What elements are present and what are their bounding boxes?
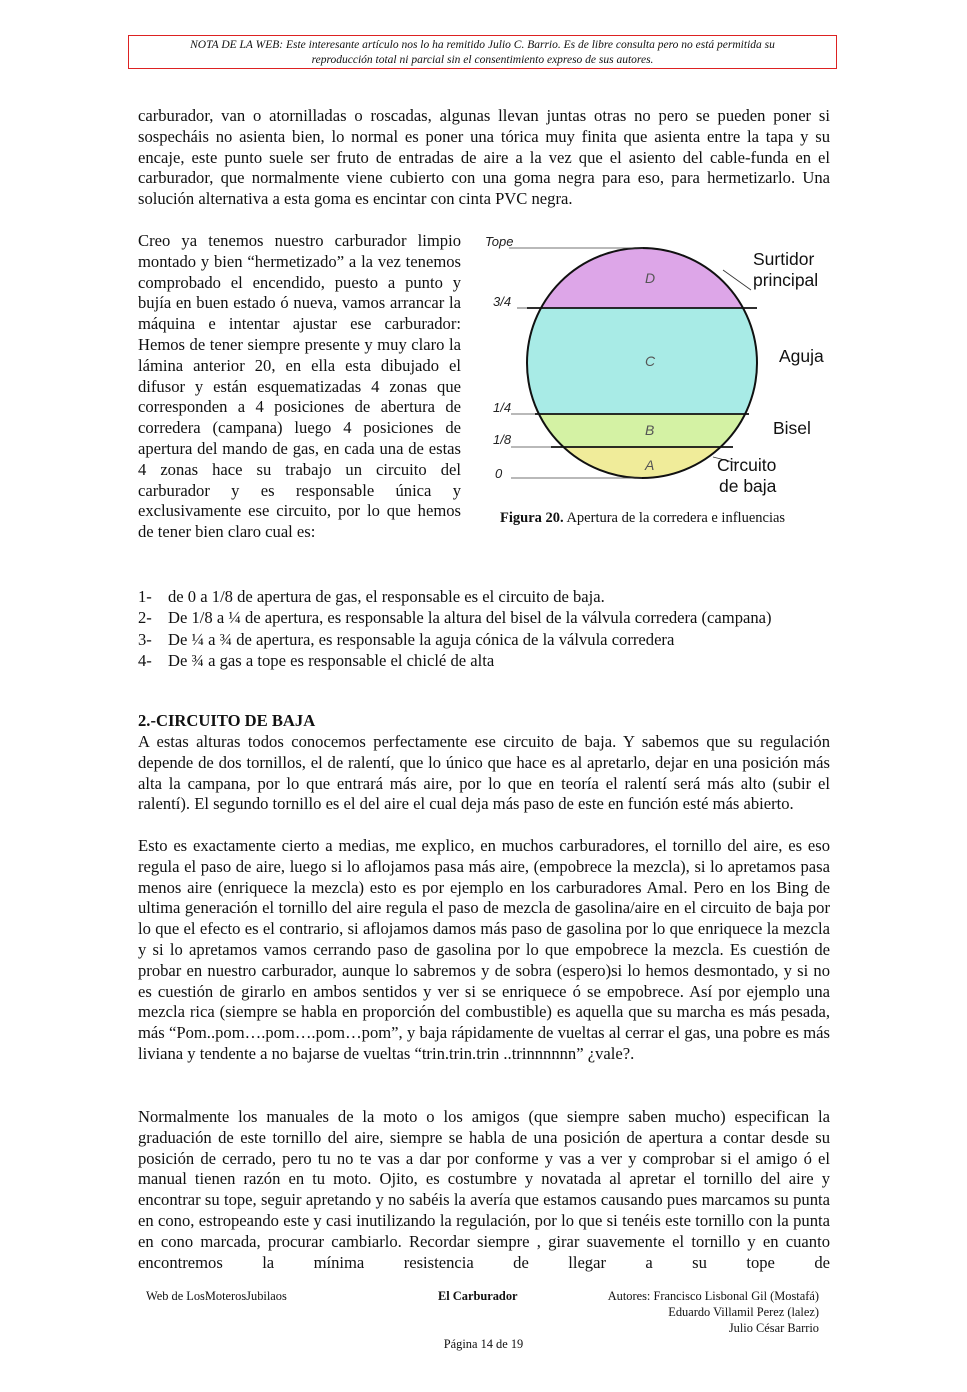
web-notice-box (128, 35, 837, 69)
zone-a-label: A (645, 457, 655, 473)
web-notice-line2: reproducción total ni parcial sin el consentimiento expreso de sus autores. (311, 54, 654, 66)
throttle-positions-list (138, 586, 772, 671)
tick-three-quarters: 3/4 (493, 294, 512, 309)
tick-eighth: 1/8 (493, 432, 512, 447)
list-item-number: 4- (138, 650, 152, 670)
list-item (138, 629, 772, 650)
list-item-number: 1- (138, 587, 152, 606)
list-item (138, 650, 772, 671)
footer-author-2: Eduardo Villamil Perez (lalez) (668, 1305, 819, 1319)
zone-d-fill (523, 243, 763, 308)
footer-authors (608, 1288, 819, 1336)
list-item (138, 607, 772, 628)
list-item-number: 2- (138, 608, 152, 628)
label-circuito-line2: de baja (719, 476, 777, 496)
zone-c-fill (523, 308, 763, 414)
tick-quarter: 1/4 (493, 400, 512, 415)
figure-caption-number: Figura 20. (500, 510, 564, 526)
label-aguja: Aguja (779, 346, 824, 366)
label-surtidor-line2: principal (753, 270, 819, 290)
figure-throttle-diagram (483, 228, 833, 498)
zone-d-label: D (645, 270, 656, 286)
paragraph-air-screw: Esto es exactamente cierto a medias, me explico, en muchos carburadores, el tornillo del aire, es eso regula el paso de aire, luego si lo aflojamos pasa más aire, (empobrece la mezcla), si lo apretamos pasa menos aire (enriquece la mezcla) esto es por ejemplo en los carburadores Amal. Pero en los Bing de ultima generación el tornillo del aire regula el paso de mezcla de gasolina/aire en el circuito de baja por lo que el efecto es el contrario, si aflojamos damos más paso de gasolina por lo que enriquece la mezcla y si lo apretamos vamos cerrando paso de gasolina por lo que empobrece la mezcla. Es cuestión de probar en nuestro carburador, aunque lo sabremos y de sobra (espero)si lo hemos desmontado, y si no es cuestión de girarlo en ambos sentidos y ver si se enriquece ó se empobrece. Así por ejemplo una mezcla rica (siempre se habla en proporción del combustible) es aquella que su marcha es más pesada, más “Pom..pom….pom….pom…pom”, y baja rápidamente de vueltas al cerrar el gas, una pobre es más liviana y tendente a no bajarse de vueltas “trin.trin.trin ..trinnnnnn” ¿vale?. (138, 836, 830, 1063)
figure-caption-text: Apertura de la corredera e influencias (563, 510, 786, 526)
tick-zero: 0 (495, 466, 503, 481)
label-bisel: Bisel (773, 418, 811, 438)
web-notice-line1: NOTA DE LA WEB: Este interesante artículo nos lo ha remitido Julio C. Barrio. Es de libre consulta pero no está permitida su (190, 39, 775, 51)
label-circuito-line1: Circuito (717, 455, 777, 475)
list-item-number: 3- (138, 629, 152, 649)
throttle-zones-svg (483, 228, 833, 498)
figure-caption (500, 509, 785, 527)
footer-author-1: Autores: Francisco Lisbonal Gil (Mostafá) (607, 1289, 819, 1303)
tick-tope: Tope (485, 234, 514, 249)
zone-b-label: B (645, 422, 655, 438)
paragraph-carburetor-setup: Creo ya tenemos nuestro carburador limpio montado y bien “hermetizado” a la vez tenemos comprobado el encendido, puesto a punto y bujía en buen estado ó nueva, vamos arrancar la máquina e intentar ajustar ese carburador: Hemos de tener siempre presente y muy claro la lámina anterior 20, en ella esta dibujado el difusor y están esquematizadas 4 zonas que corresponden a 4 posiciones de abertura de corredera (campana) luego 4 posiciones de apertura del mando de gas, en cada una de estas 4 zonas hace su trabajo un circuito del carburador y es responsable única y exclusivamente ese circuito, por lo que hemos de tener bien claro cual es: (138, 231, 461, 542)
footer-author-3: Julio César Barrio (728, 1321, 819, 1335)
footer-title: El Carburador (438, 1289, 518, 1303)
list-item-text: de 0 a 1/8 de apertura de gas, el responsable es el circuito de baja. (168, 587, 605, 606)
list-item-text: De 1/8 a ¼ de apertura, es responsable la altura del bisel de la válvula corredera (campana) (168, 608, 772, 628)
paragraph-intro: carburador, van o atornilladas o roscadas, algunas llevan juntas otras no pero se pueden poner si sospecháis no asienta bien, lo normal es poner una tórica muy finita que asienta entre la tapa y su encaje, este punto suele ser fruto de entradas de aire a la vez que el asiento del cable-funda en el carburador, que normalmente viene cubierto con una goma negra para eso, para hermetizarlo. Una solución alternativa a esta goma es encintar con cinta PVC negra. (138, 106, 830, 209)
list-item-text: De ¾ a gas a tope es responsable el chiclé de alta (168, 650, 495, 670)
paragraph-manual-advice: Normalmente los manuales de la moto o los amigos (que siempre saben mucho) especifican la graduación de este tornillo del aire, siempre se habla de una posición de apertura a contar desde su posición de cerrado, pero tu no te vas a dar por conforme y vas a ver y comprobar si el amigo ó el manual tienen razón en tu moto. Ojito, es costumbre y novatada al apretar el tornillo del aire y encontrar su tope, seguir apretando y no sabéis la avería que estamos causando pues marcamos su punta en cono, estropeando este y casi inutilizando la regulación, por lo que si tenéis este tornillo con la punta en cono marcada, procurar cambiarlo. Recordar siempre , girar suavemente el tornillo y en cuanto encontremos la mínima resistencia de llegar a su tope de (138, 1107, 830, 1272)
section-heading: 2.-CIRCUITO DE BAJA (138, 711, 316, 730)
list-item-text: De ¼ a ¾ de apertura, es responsable la aguja cónica de la válvula corredera (168, 629, 675, 649)
zone-c-label: C (645, 353, 656, 369)
footer-website: Web de LosMoterosJubilaos (146, 1289, 287, 1303)
page-number: Página 14 de 19 (443, 1337, 524, 1351)
list-item (138, 586, 772, 607)
paragraph-low-circuit-intro: A estas alturas todos conocemos perfectamente ese circuito de baja. Y sabemos que su regulación depende de dos tornillos, el de ralentí, que lo único que hace es al apretarlo, dejar en una posición más alta la campana, por lo que entrará más aire, por lo que en teoría el ralentí será más alto (subir el ralentí). El segundo tornillo es el del aire el cual deja más paso de este en función esté más abierto. (138, 732, 830, 814)
label-surtidor-line1: Surtidor (753, 249, 815, 269)
